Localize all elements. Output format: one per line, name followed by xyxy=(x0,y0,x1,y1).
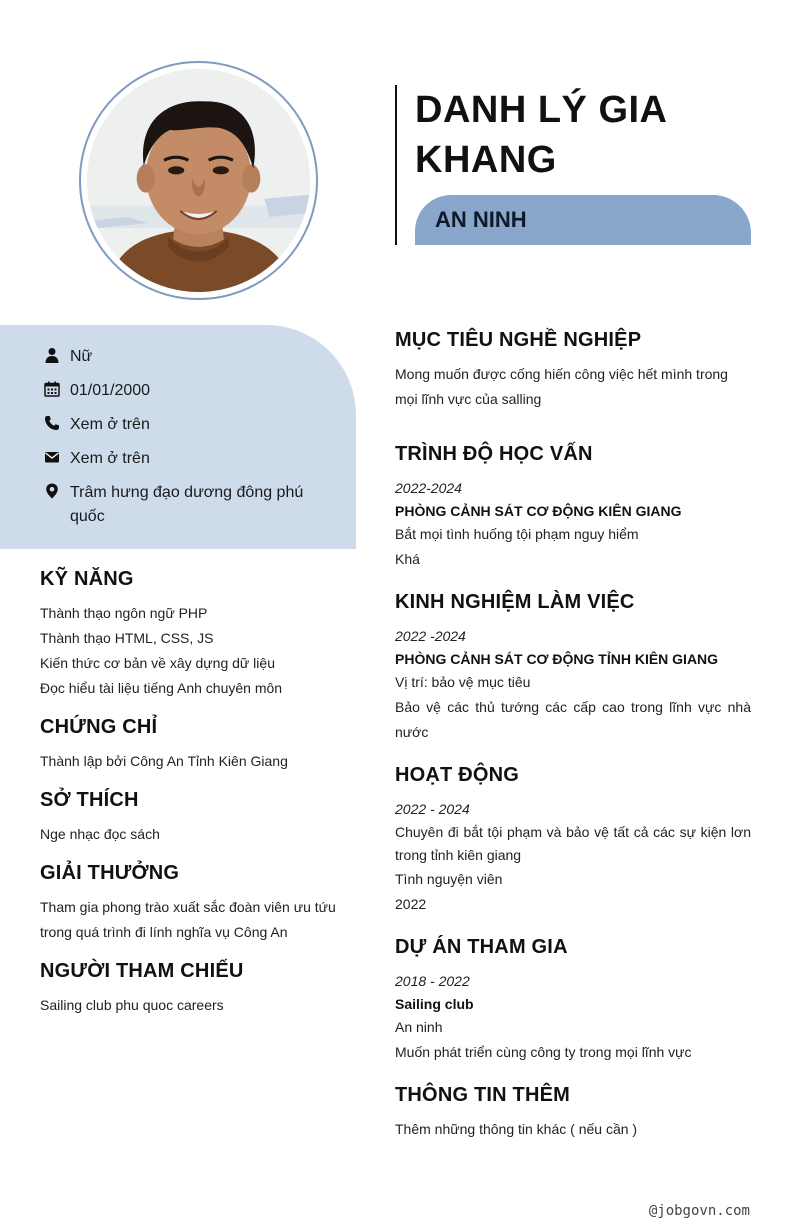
certificates-title: CHỨNG CHỈ xyxy=(40,716,158,738)
objective-title: MỤC TIÊU NGHỀ NGHIỆP xyxy=(395,329,642,351)
education-org: PHÒNG CẢNH SÁT CƠ ĐỘNG KIÊN GIANG xyxy=(395,503,682,519)
experience-section xyxy=(395,588,751,745)
activities-line: 2022 xyxy=(395,896,427,912)
contact-birthdate xyxy=(44,379,356,403)
awards-section xyxy=(40,859,336,945)
projects-org: Sailing club xyxy=(395,996,474,1012)
extra-title: THÔNG TIN THÊM xyxy=(395,1084,571,1106)
certificate-item: Thành lập bởi Công An Tỉnh Kiên Giang xyxy=(40,753,288,769)
contact-email-text: Xem ở trên xyxy=(70,450,150,467)
education-date: 2022-2024 xyxy=(395,480,462,496)
profile-photo xyxy=(87,69,310,292)
hobby-item: Nge nhạc đọc sách xyxy=(40,826,160,842)
education-line: Bắt mọi tình huống tội phạm nguy hiểm xyxy=(395,526,639,542)
candidate-name: DANH LÝ GIA KHANG xyxy=(415,89,667,181)
skill-item: Kiến thức cơ bản về xây dựng dữ liệu xyxy=(40,655,275,671)
position-label: AN NINH xyxy=(435,207,527,232)
contact-birthdate-text: 01/01/2000 xyxy=(70,382,151,399)
position-badge xyxy=(415,195,751,245)
profile-photo-image xyxy=(87,69,310,292)
objective-text: Mong muốn được cống hiến công việc hết mình trong mọi lĩnh vực của salling xyxy=(395,366,728,407)
projects-section xyxy=(395,933,751,1065)
contact-email xyxy=(44,447,356,471)
footer-watermark: @jobgovn.com xyxy=(648,1203,750,1219)
experience-org: PHÒNG CẢNH SÁT CƠ ĐỘNG TỈNH KIÊN GIANG xyxy=(395,651,719,667)
person-icon xyxy=(44,347,60,363)
skill-item: Thành thạo ngôn ngữ PHP xyxy=(40,605,208,621)
experience-line: Vị trí: bảo vệ mục tiêu xyxy=(395,674,531,690)
certificates-section xyxy=(40,713,336,774)
extra-text: Thêm những thông tin khác ( nếu cần ) xyxy=(395,1121,638,1137)
references-title: NGƯỜI THAM CHIẾU xyxy=(40,960,244,982)
skill-item: Thành thạo HTML, CSS, JS xyxy=(40,630,214,646)
skills-section xyxy=(40,565,336,701)
education-section xyxy=(395,440,751,572)
references-section xyxy=(40,957,336,1018)
activities-section xyxy=(395,761,751,917)
right-column xyxy=(395,326,751,1158)
contact-phone xyxy=(44,413,356,437)
profile-photo-frame xyxy=(79,61,318,300)
experience-title: KINH NGHIỆM LÀM VIỆC xyxy=(395,591,635,613)
activities-line: Chuyên đi bắt tội phạm và bảo vệ tất cả các sự kiện lơn trong tỉnh kiên giang xyxy=(395,824,751,863)
left-column xyxy=(40,565,336,1030)
awards-title: GIẢI THƯỞNG xyxy=(40,862,180,884)
mail-icon xyxy=(44,449,60,465)
extra-section xyxy=(395,1081,751,1142)
skills-title: KỸ NĂNG xyxy=(40,568,134,590)
projects-line: Muốn phát triển cùng công ty trong mọi lĩnh vực xyxy=(395,1044,692,1060)
activities-title: HOẠT ĐỘNG xyxy=(395,764,520,786)
projects-date: 2018 - 2022 xyxy=(395,973,470,989)
location-pin-icon xyxy=(44,483,60,499)
calendar-icon xyxy=(44,381,60,397)
contact-gender-text: Nữ xyxy=(70,348,93,365)
hobbies-section xyxy=(40,786,336,847)
projects-title: DỰ ÁN THAM GIA xyxy=(395,936,568,958)
objective-section xyxy=(395,326,751,412)
projects-line: An ninh xyxy=(395,1019,443,1035)
award-item: Tham gia phong trào xuất sắc đoàn viên ưu tứu trong quá trình đi lính nghĩa vụ Công An xyxy=(40,899,336,940)
contact-panel xyxy=(0,325,356,549)
skill-item: Đọc hiểu tài liệu tiếng Anh chuyên môn xyxy=(40,680,283,696)
name-block xyxy=(395,85,751,245)
experience-line: Bảo vệ các thủ tướng các cấp cao trong lĩnh vực nhà nước xyxy=(395,699,751,740)
activities-line: Tình nguyện viên xyxy=(395,871,503,887)
contact-address-text: Trâm hưng đạo dương đông phú quốc xyxy=(70,484,304,525)
education-title: TRÌNH ĐỘ HỌC VẤN xyxy=(395,443,593,465)
contact-phone-text: Xem ở trên xyxy=(70,416,150,433)
contact-gender xyxy=(44,345,356,369)
reference-item: Sailing club phu quoc careers xyxy=(40,997,224,1013)
activities-date: 2022 - 2024 xyxy=(395,801,470,817)
experience-date: 2022 -2024 xyxy=(395,628,466,644)
phone-icon xyxy=(44,415,60,431)
contact-address xyxy=(44,481,356,529)
hobbies-title: SỞ THÍCH xyxy=(40,789,139,811)
education-line: Khá xyxy=(395,551,420,567)
